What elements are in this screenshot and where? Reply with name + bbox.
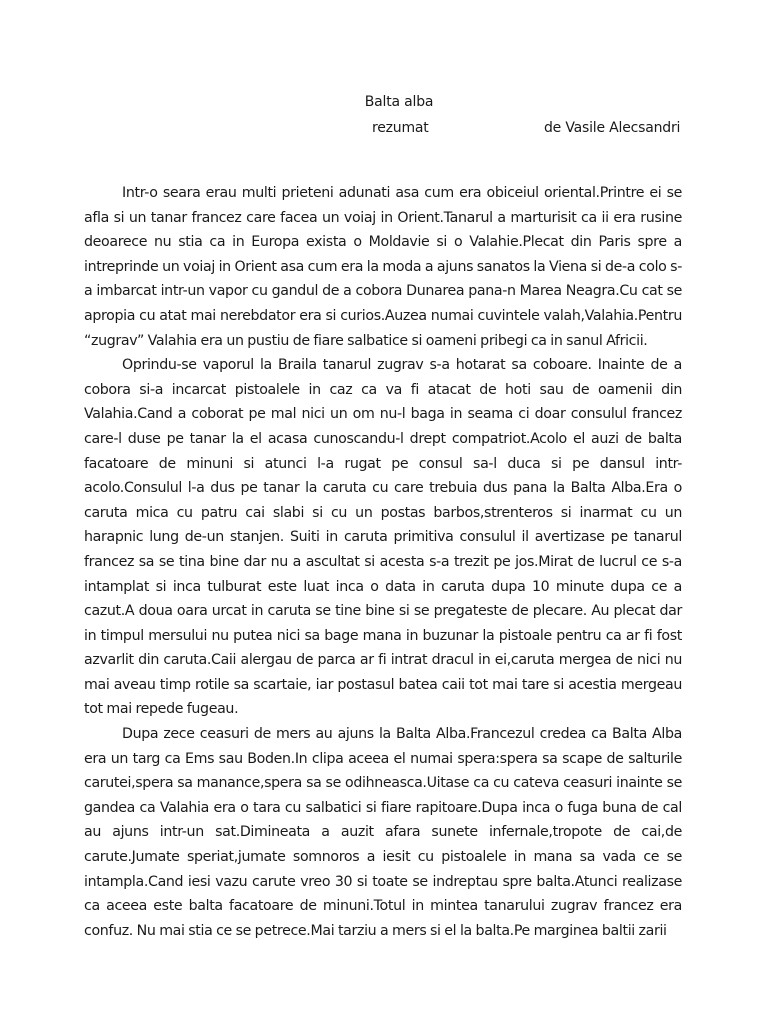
document-body	[84, 181, 682, 943]
document-author: de Vasile Alecsandri	[544, 120, 681, 136]
paragraph-1: Intr-o seara erau multi prieteni adunati asa cum era obiceiul oriental.Printre ei se afla si un tanar francez care facea un voiaj in Orient.Tanarul a marturisit ca ii era rusine deoarece nu stia ca in Europa exista o Moldavie si o Valahie.Plecat din Paris spre a intreprinde un voiaj in Orient asa cum era la moda a ajuns sanatos la Viena si de-a colo s-a imbarcat intr-un vapor cu gandul de a cobora Dunarea pana-n Marea Neagra.Cu cat se apropia cu atat mai nerebdator era si curios.Auzea numai cuvintele valah,Valahia.Pentru “zugrav” Valahia era un pustiu de fiare salbatice si oameni pribegi ca in sanul Africii.	[84, 185, 682, 349]
paragraph-3: Dupa zece ceasuri de mers au ajuns la Balta Alba.Francezul credea ca Balta Alba era un targ ca Ems sau Boden.In clipa aceea el numai spera:spera sa scape de salturile carutei,spera sa manance,spera sa se odihneasca.Uitase ca cu cateva ceasuri inainte se gandea ca Valahia era o tara cu salbatici si fiare rapitoare.Dupa inca o fuga buna de cal au ajuns intr-un sat.Dimineata a auzit afara sunete infernale,tropote de cai,de carute.Jumate speriat,jumate somnoros a iesit cu pistoalele in mana sa vada ce se intampla.Cand iesi vazu carute vreo 30 si toate se indreptau spre balta.Atunci realizase ca aceea este balta facatoare de minuni.Totul in mintea tanarului zugrav francez era confuz. Nu mai stia ce se petrece.Mai tarziu a mers si el la balta.Pe marginea baltii zarii	[84, 726, 682, 939]
document-title: Balta alba	[364, 94, 434, 110]
paragraph-2: Oprindu-se vaporul la Braila tanarul zugrav s-a hotarat sa coboare. Inainte de a cobora si-a incarcat pistoalele in caz ca va fi atacat de hoti sau de oamenii din Valahia.Cand a coborat pe mal nici un om nu-l baga in seama ci doar consulul francez care-l duse pe tanar la el acasa cunoscandu-l drept compatriot.Acolo el auzi de balta facatoare de minuni si atunci l-a rugat pe consul sa-l duca si pe dansul intr-acolo.Consulul l-a dus pe tanar la caruta cu care trebuia dus pana la Balta Alba.Era o caruta mica cu patru cai slabi si cu un postas barbos,strenteros si inarmat cu un harapnic lung de-un stanjen. Suiti in caruta primitiva consulul il avertizase pe tanarul francez sa se tina bine dar nu a ascultat si acesta s-a trezit pe jos.Mirat de lucrul ce s-a intamplat si inca tulburat este luat inca o data in caruta dupa 10 minute dupa ce a cazut.A doua oara urcat in caruta se tine bine si se pregateste de plecare. Au plecat dar in timpul mersului nu putea nici sa bage mana in buzunar la pistoale pentru ca ar fi fost azvarlit din caruta.Caii alergau de parca ar fi intrat dracul in ei,caruta mergea de nici nu mai aveau timp rotile sa scartaie, iar postasul batea caii tot mai tare si acestia mergeau tot mai repede fugeau.	[84, 357, 682, 718]
document-subtitle: rezumat	[372, 120, 429, 136]
